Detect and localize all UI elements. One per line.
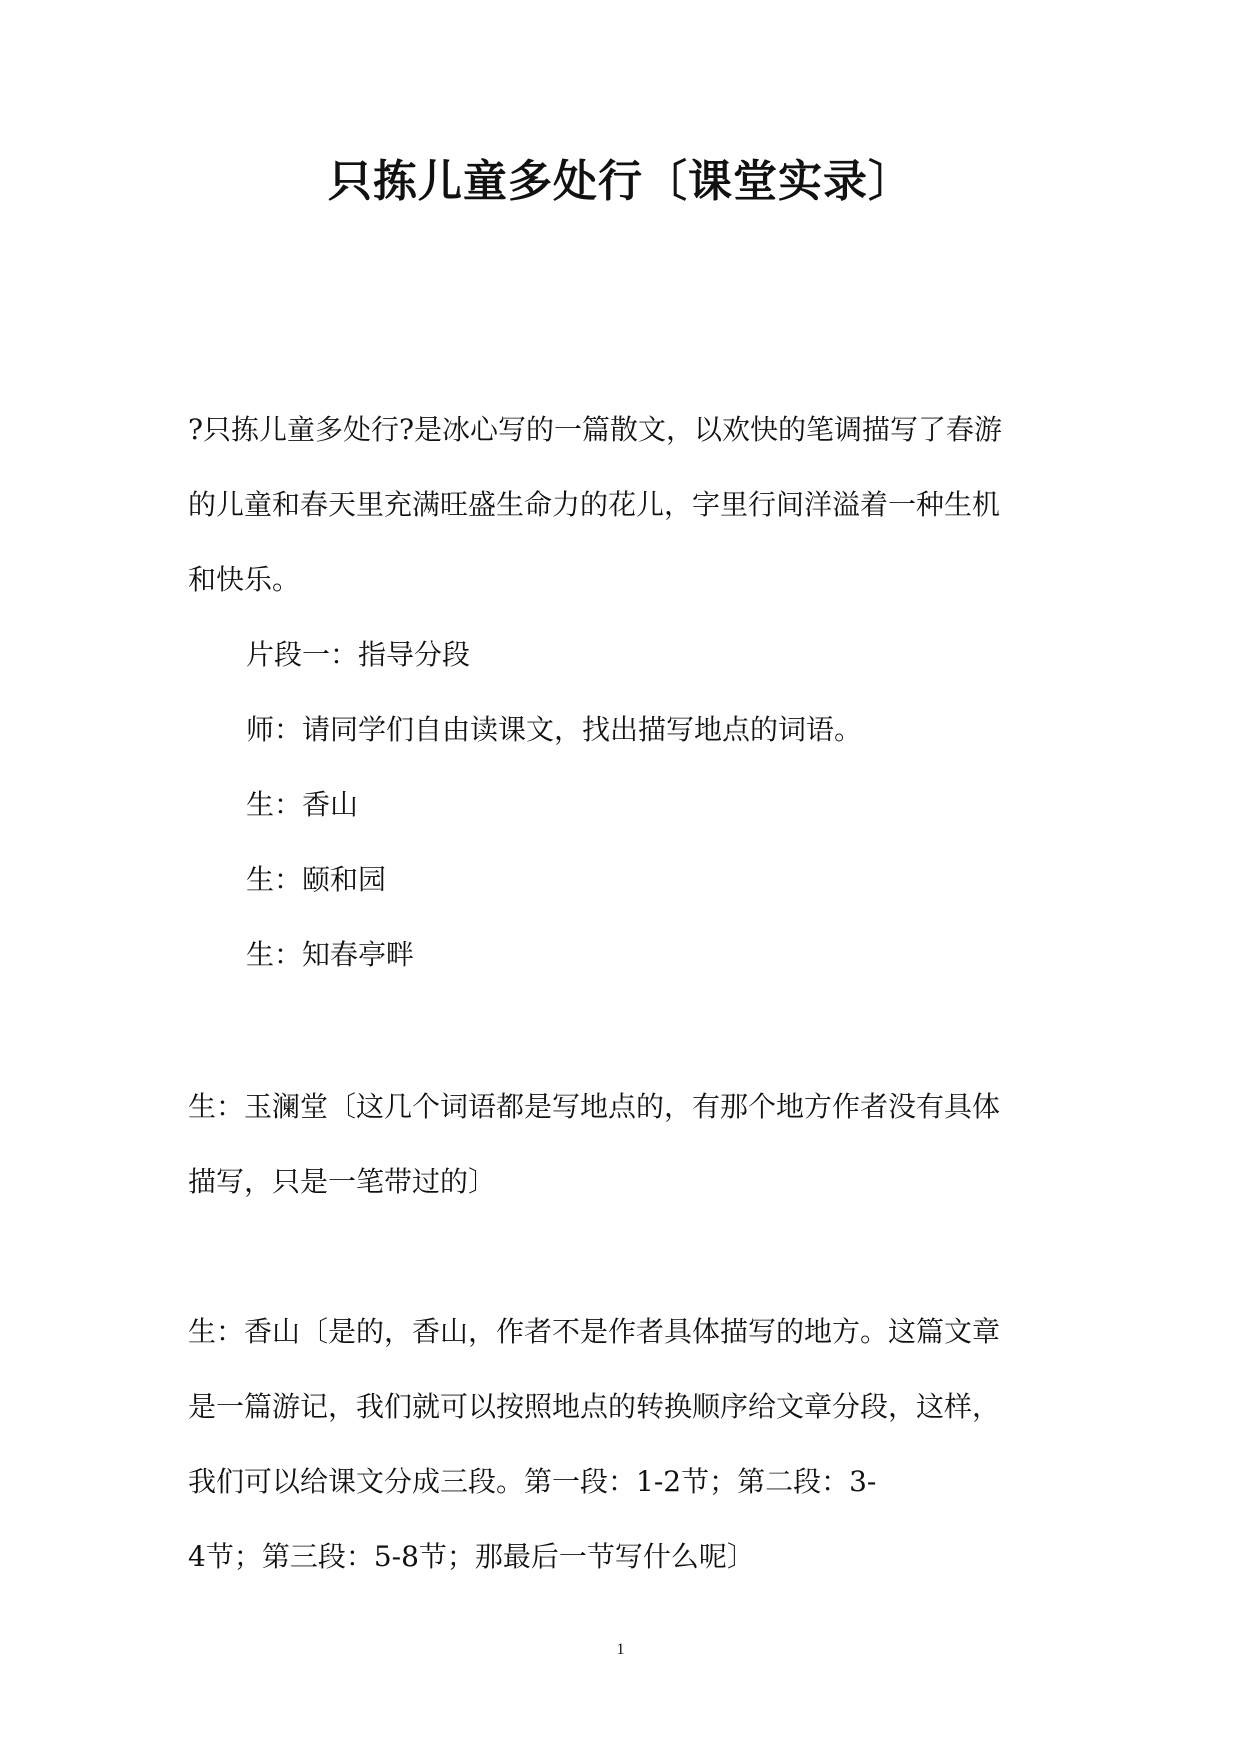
paragraph-line: 的儿童和春天里充满旺盛生命力的花儿，字里行间洋溢着一种生机	[188, 488, 1001, 521]
dialogue-line: 4节；第三段：5-8节；那最后一节写什么呢〕	[188, 1540, 755, 1573]
dialogue-line: 生：知春亭畔	[246, 938, 415, 971]
dialogue-line: 生：香山	[246, 788, 359, 821]
paragraph-line: 和快乐。	[188, 563, 301, 596]
page-number: 1	[616, 1641, 625, 1658]
dialogue-line: 描写，只是一笔带过的〕	[188, 1165, 497, 1198]
dialogue-line: 师：请同学们自由读课文，找出描写地点的词语。	[246, 713, 863, 746]
paragraph-line: ?只拣儿童多处行?是冰心写的一篇散文，以欢快的笔调描写了春游	[188, 413, 1003, 446]
dialogue-line: 我们可以给课文分成三段。第一段：1-2节；第二段：3-	[188, 1465, 877, 1498]
dialogue-line: 生：香山〔是的，香山，作者不是作者具体描写的地方。这篇文章	[188, 1315, 1001, 1348]
document-title: 只拣儿童多处行〔课堂实录〕	[328, 156, 913, 207]
dialogue-line: 生：玉澜堂〔这几个词语都是写地点的，有那个地方作者没有具体	[188, 1090, 1001, 1123]
dialogue-line: 生：颐和园	[246, 863, 387, 896]
section-heading: 片段一：指导分段	[246, 638, 471, 671]
dialogue-line: 是一篇游记，我们就可以按照地点的转换顺序给文章分段，这样，	[188, 1390, 1001, 1423]
